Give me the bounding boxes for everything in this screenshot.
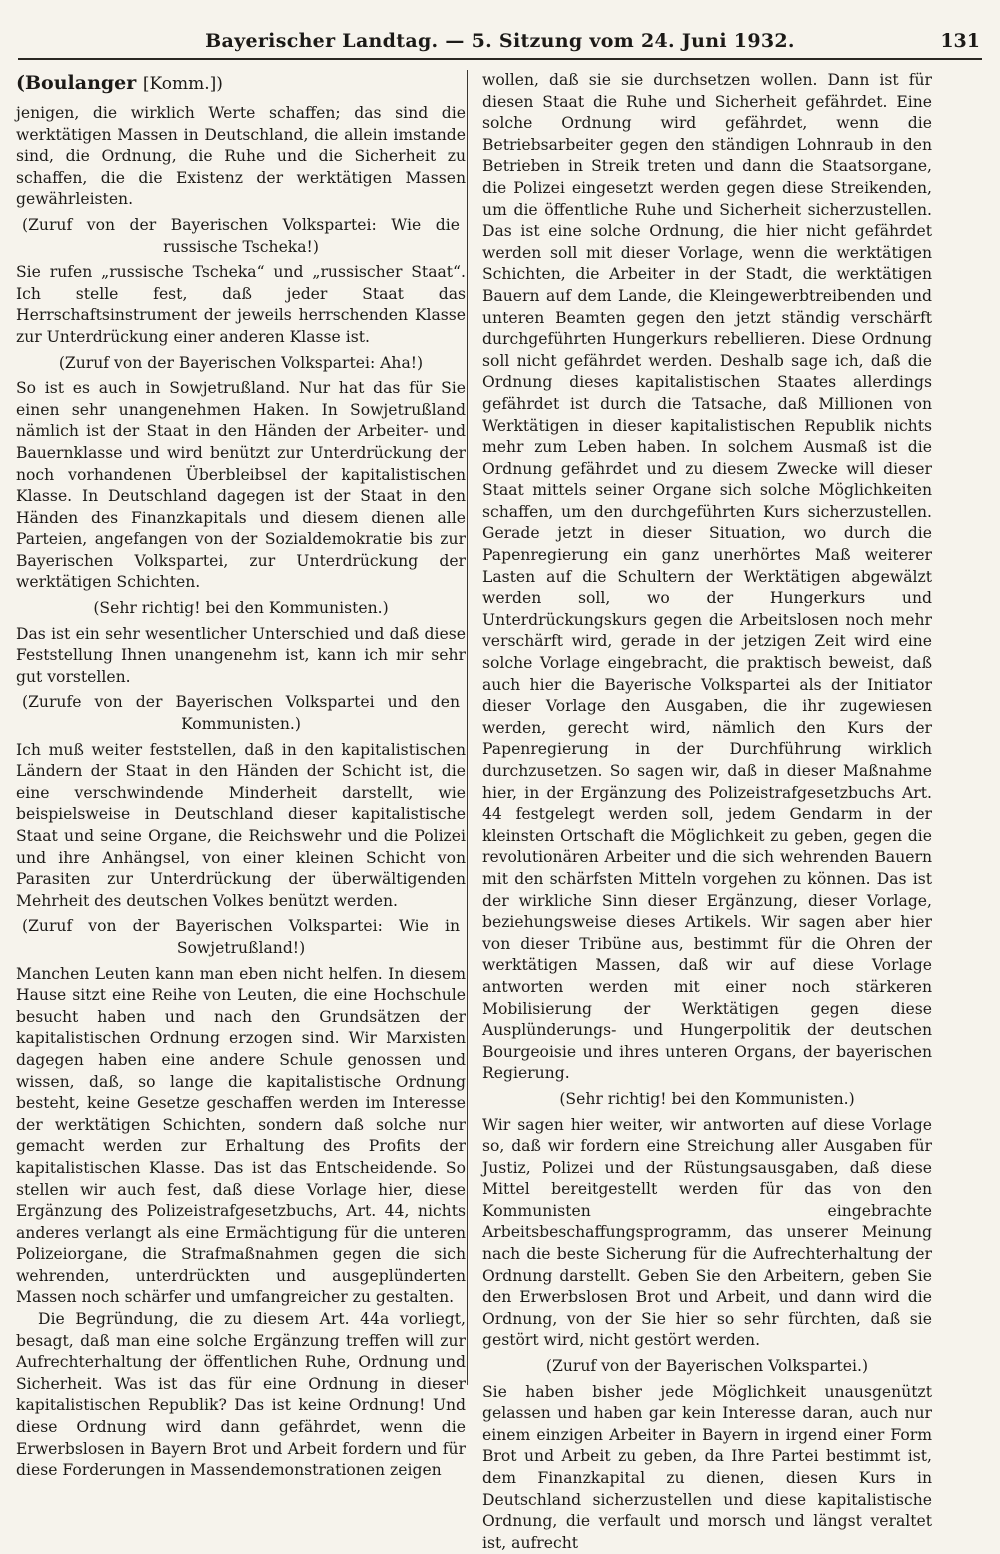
interjection: (Zuruf von der Bayerischen Volkspartei: Wie die russische Tscheka!) <box>22 215 460 256</box>
paragraph: So ist es auch in Sowjetrußland. Nur hat das für Sie einen sehr unangenehmen Haken. In Sowjetrußland nämlich ist der Staat in den Händen der Arbeiter- und Bauernklasse und wird benützt zur Unterdrückung der noch vorhandenen Überbleibsel der kapitalistischen Klasse. In Deutschland dagegen ist der Staat in den Händen des Finanzkapitals und diesem dienen alle Parteien, angefangen von der Sozialdemokratie bis zur Bayerischen Volkspartei, zur Unterdrückung der werktätigen Schichten. <box>16 379 466 592</box>
interjection: (Zurufe von der Bayerischen Volkspartei und den Kommunisten.) <box>22 693 460 734</box>
interjection: (Sehr richtig! bei den Kommunisten.) <box>93 599 389 618</box>
speaker-name: (Boulanger <box>16 72 137 94</box>
page-number: 131 <box>940 30 980 52</box>
interjection: (Zuruf von der Bayerischen Volkspartei: Aha!) <box>58 353 424 372</box>
page-header <box>18 28 982 60</box>
speaker-party: [Komm.]) <box>142 74 223 94</box>
paragraph: Ich muß weiter feststellen, daß in den kapitalistischen Ländern der Staat in den Händen der Schicht ist, die eine verschwindende Minderheit darstellt, wie beispielsweise in Deutschland dieser kapitalistische Staat und seine Organe, die Reichswehr und die Polizei und ihre Anhängsel, von einer kleinen Schicht von Parasiten zur Unterdrückung der überwältigenden Mehrheit des deutschen Volkes benützt werden. <box>16 740 466 910</box>
interjection: (Sehr richtig! bei den Kommunisten.) <box>559 1089 855 1108</box>
paragraph: Sie haben bisher jede Möglichkeit unausgenützt gelassen und haben gar kein Interesse daran, auch nur einem einzigen Arbeiter in Bayern in irgend einer Form Brot und Arbeit zu geben, da Ihre Partei bestimmt ist, dem Finanzkapital zu dienen, diesen Kurs in Deutschland sicherzustellen und diese kapitalistische Ordnung, die verfault und morsch und längst veraltet ist, aufrecht <box>482 1382 932 1552</box>
right-column <box>482 70 932 1552</box>
interjection: (Zuruf von der Bayerischen Volkspartei.) <box>545 1357 869 1376</box>
paragraph: jenigen, die wirklich Werte schaffen; das sind die werktätigen Massen in Deutschland, die allein imstande sind, die Ordnung, die Ruhe und die Sicherheit zu schaffen, die die Existenz der werktätigen Massen gewährleisten. <box>16 104 466 209</box>
interjection: (Zuruf von der Bayerischen Volkspartei: Wie in Sowjetrußland!) <box>22 917 460 957</box>
paragraph: Manchen Leuten kann man eben nicht helfen. In diesem Hause sitzt eine Reihe von Leuten, die eine Hochschule besucht haben und nach den Grundsätzen der kapitalistischen Ordnung erzogen sind. Wir Marxisten dagegen haben eine andere Schule genossen und wissen, daß, so lange die kapitalistische Ordnung besteht, keine Gesetze geschaffen werden im Interesse der werktätigen Schichten, sondern daß solche nur gemacht werden zur Erhaltung des Profits der kapitalistischen Klasse. Das ist das Entscheidende. So stellen wir auch fest, daß diese Vorlage hier, diese Ergänzung des Polizeistrafgesetzbuchs, Art. 44, nichts anderes verlangt als eine Ermächtigung für die unteren Polizeiorgane, die Strafmaßnahmen gegen die sich wehrenden, unterdrückten und ausgeplünderten Massen noch schärfer und umfangreicher zu gestalten. <box>16 964 466 1307</box>
left-column <box>16 70 466 1480</box>
column-divider <box>467 70 468 1385</box>
paragraph: wollen, daß sie sie durchsetzen wollen. Dann ist für diesen Staat die Ruhe und Sicherheit gefährdet. Eine solche Ordnung wird gefährdet, wenn die Betriebsarbeiter gegen den ständigen Lohnraub in den Betrieben in Streik treten und dann die Staatsorgane, die Polizei eingesetzt werden gegen diese Streikenden, um die öffentliche Ruhe und Sicherheit sicherzustellen. Das ist eine solche Ordnung, die hier nicht gefährdet werden soll mit dieser Vorlage, wenn die werktätigen Schichten, die Arbeiter in der Stadt, die werktätigen Bauern auf dem Lande, die Kleingewerbtreibenden und unteren Beamten gegen den jetzt ständig verschärft durchgeführten Hungerkurs rebellieren. Diese Ordnung soll nicht gefährdet werden. Deshalb sage ich, daß die Ordnung dieses kapitalistischen Staates allerdings gefährdet ist durch die Tatsache, daß Millionen von Werktätigen in dieser kapitalistischen Republik nichts mehr zum Leben haben. In solchem Ausmaß ist die Ordnung gefährdet und zu diesem Zwecke will dieser Staat mittels seiner Organe sich solche Möglichkeiten schaffen, um den durchgeführten Kurs sicherzustellen. Gerade jetzt in dieser Situation, wo durch die Papenregierung ein ganz unerhörtes Maß weiterer Lasten auf die Schultern der Werktätigen abgewälzt werden soll, wo der Hungerkurs und Unterdrückungskurs gegen die Arbeitslosen noch mehr verschärft wird, gerade in der jetzigen Zeit wird eine solche Vorlage eingebracht, die praktisch beweist, daß auch hier die Bayerische Volkspartei als der Initiator dieser Vorlage den Ausgaben, die ihr zugewiesen werden, gerecht wird, nämlich den Kurs der Papenregierung in der Durchführung wirklich durchzusetzen. So sagen wir, daß in dieser Maßnahme hier, in der Ergänzung des Polizeistrafgesetzbuchs Art. 44 festgelegt werden soll, jedem Gendarm in der kleinsten Ortschaft die Möglichkeit zu geben, gegen die revolutionären Arbeiter und die sich wehrenden Bauern mit den schärfsten Mitteln vorgehen zu können. Das ist der wirkliche Sinn dieser Ergänzung, dieser Vorlage, beziehungsweise dieses Artikels. Wir sagen aber hier von dieser Tribüne aus, bestimmt für die Ohren der werktätigen Massen, daß wir auf diese Vorlage antworten werden mit einer noch stärkeren Mobilisierung der Werktätigen gegen diese Ausplünderungs- und Hungerpolitik der deutschen Bourgeoisie und ihres unteren Organs, der bayerischen Regierung. <box>482 71 932 1083</box>
paragraph: Das ist ein sehr wesentlicher Unterschied und daß diese Feststellung Ihnen unangenehm ist, kann ich mir sehr gut vorstellen. <box>16 624 466 686</box>
paragraph: Sie rufen „russische Tscheka“ und „russischer Staat“. Ich stelle fest, daß jeder Staat das Herrschaftsinstrument der jeweils herrschenden Klasse zur Unterdrückung einer anderen Klasse ist. <box>16 263 466 346</box>
running-title: Bayerischer Landtag. — 5. Sitzung vom 24. Juni 1932. <box>205 30 795 52</box>
paragraph: Wir sagen hier weiter, wir antworten auf diese Vorlage so, daß wir fordern eine Streichung aller Ausgaben für Justiz, Polizei und der Rüstungsausgaben, daß diese Mittel bereitgestellt werden für das von den Kommunisten eingebrachte Arbeitsbeschaffungsprogramm, das unserer Meinung nach die beste Sicherung für die Aufrechterhaltung der Ordnung darstellt. Geben Sie den Arbeitern, geben Sie den Erwerbslosen Brot und Arbeit, und dann wird die Ordnung, von der Sie hier so sehr fürchten, daß sie gestört wird, nicht gestört werden. <box>482 1115 932 1350</box>
speaker-label <box>16 70 466 97</box>
paragraph: Die Begründung, die zu diesem Art. 44a vorliegt, besagt, daß man eine solche Ergänzung treffen will zur Aufrechterhaltung der öffentlichen Ruhe, Ordnung und Sicherheit. Was ist das für eine Ordnung in dieser kapitalistischen Republik? Das ist keine Ordnung! Und diese Ordnung wird dann gefährdet, wenn die Erwerbslosen in Bayern Brot und Arbeit fordern und für diese Forderungen in Massendemonstrationen zeigen <box>16 1310 466 1480</box>
